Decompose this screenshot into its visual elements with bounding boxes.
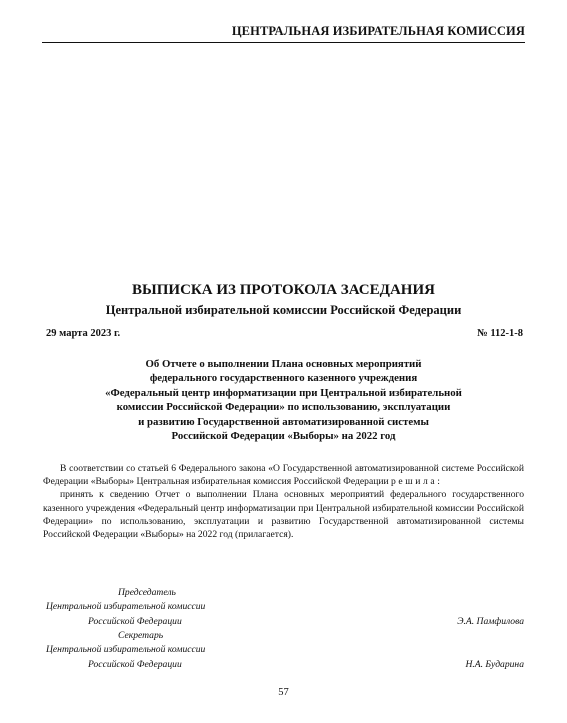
signature-name: Э.А. Памфилова (457, 615, 524, 627)
signature-name: Н.А. Бударина (465, 658, 524, 670)
document-title: ВЫПИСКА ИЗ ПРОТОКОЛА ЗАСЕДАНИЯ (132, 282, 435, 298)
signature-org-line: Центральной избирательной комиссии (46, 644, 206, 656)
signature-org-line: Российской Федерации (88, 658, 182, 670)
decision-word: решила: (391, 476, 443, 488)
resolution-number: № 112-1-8 (477, 328, 523, 339)
page-number: 57 (278, 687, 289, 698)
document-subtitle: Центральной избирательной комиссии Российской Федерации (105, 303, 462, 317)
subject-line: Об Отчете о выполнении Плана основных мероприятий (145, 358, 422, 370)
body-paragraph: принять к сведению Отчет о выполнении Плана основных мероприятий федерального государственного казенного учреждения «Федеральный центр информатизации при Центральной избирательной комиссии Российской Федерации» по использованию, эксплуатации и развитию Государственной автоматизированной системы Российской Федерации «Выборы» на 2022 год (прилагается). (43, 489, 524, 541)
signature-org-line: Российской Федерации (88, 615, 182, 627)
signature-role: Председатель (118, 587, 176, 598)
meeting-date: 29 марта 2023 г. (46, 328, 121, 339)
subject-line: федерального государственного казенного учреждения (149, 372, 418, 385)
signature-role: Секретарь (118, 630, 164, 641)
body-paragraph-text: В соответствии со статьей 6 Федерального закона «О Государственной автоматизированной системе Российской Федерации «Выборы» Центральная избирательная комиссия Российской Федерации (43, 463, 524, 488)
running-header: ЦЕНТРАЛЬНАЯ ИЗБИРАТЕЛЬНАЯ КОМИССИЯ (231, 24, 525, 38)
resolution-subject (48, 357, 519, 443)
signature-org-line: Центральной избирательной комиссии (46, 601, 206, 613)
resolution-body (43, 462, 524, 541)
subject-line: Российской Федерации «Выборы» на 2022 год (171, 430, 396, 443)
subject-line: и развитию Государственной автоматизированной системы (138, 415, 429, 428)
subject-line: «Федеральный центр информатизации при Центральной избирательной (105, 386, 462, 399)
header-rule (42, 42, 525, 43)
body-paragraph (43, 462, 524, 488)
subject-line: комиссии Российской Федерации» по использованию, эксплуатации (116, 401, 451, 414)
